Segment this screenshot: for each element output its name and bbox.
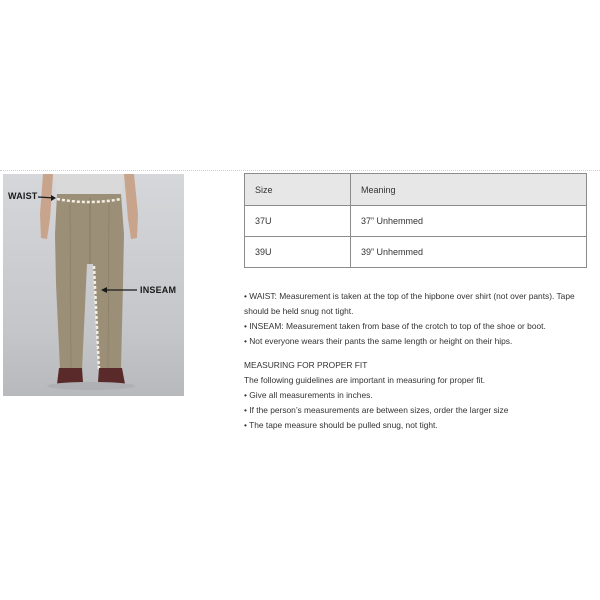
waist-label: WAIST xyxy=(8,191,38,201)
meaning-cell: 39” Unhemmed xyxy=(351,237,587,268)
inseam-label: INSEAM xyxy=(140,285,177,295)
fit-heading: MEASURING FOR PROPER FIT xyxy=(244,360,368,370)
meaning-cell: 37” Unhemmed xyxy=(351,206,587,237)
waist-note-line-1: • WAIST: Measurement is taken at the top of the hipbone over shirt (not over pants). Tape xyxy=(244,291,575,301)
fit-bullet: • If the person’s measurements are between sizes, order the larger size xyxy=(244,405,509,415)
left-arm xyxy=(40,174,53,239)
right-arm xyxy=(124,174,138,239)
measurement-notes xyxy=(244,289,589,433)
fit-bullet: • The tape measure should be pulled snug, not tight. xyxy=(244,420,438,430)
fit-bullet: • Give all measurements in inches. xyxy=(244,390,373,400)
table-row xyxy=(245,237,587,268)
table-row xyxy=(245,206,587,237)
size-table xyxy=(244,173,587,268)
header-size: Size xyxy=(245,174,351,206)
right-shoe xyxy=(98,368,125,384)
fit-intro: The following guidelines are important in measuring for proper fit. xyxy=(244,375,486,385)
header-meaning: Meaning xyxy=(351,174,587,206)
floor-shadow xyxy=(47,382,135,390)
notes-spacer xyxy=(244,349,589,358)
table-header-row xyxy=(245,174,587,206)
size-cell: 39U xyxy=(245,237,351,268)
shirt xyxy=(53,174,124,196)
waist-arrow-head xyxy=(51,195,56,201)
size-cell: 37U xyxy=(245,206,351,237)
waist-note-line-2: should be held snug not tight. xyxy=(244,306,354,316)
length-note: • Not everyone wears their pants the same length or height on their hips. xyxy=(244,336,513,346)
section-divider xyxy=(0,170,600,171)
left-shoe xyxy=(57,368,83,384)
pants-measurement-figure xyxy=(3,174,184,396)
inseam-note: • INSEAM: Measurement taken from base of the crotch to top of the shoe or boot. xyxy=(244,321,546,331)
